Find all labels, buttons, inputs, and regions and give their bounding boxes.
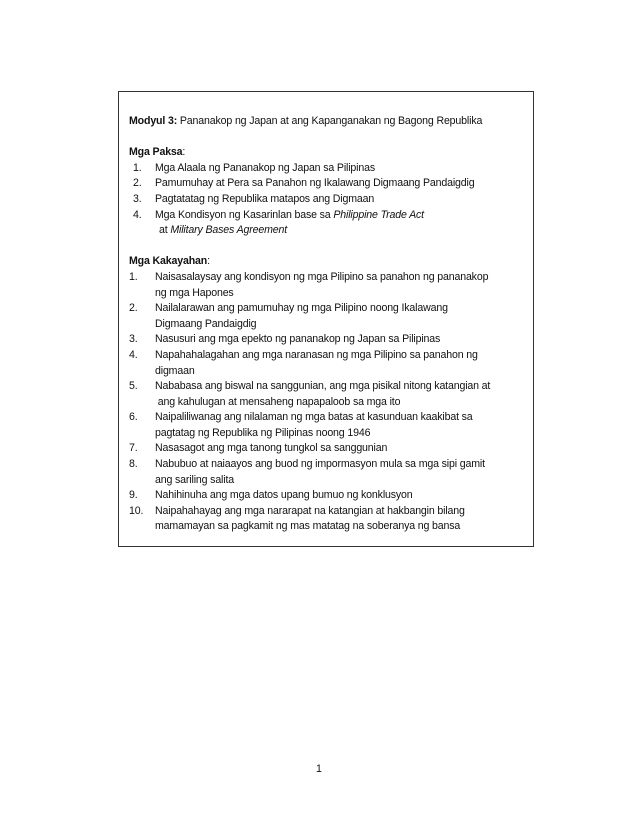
competency-line: Naipahahayag ang mga nararapat na katangian at hakbangin bilang [155, 504, 465, 517]
topic-continuation [155, 223, 287, 239]
competency-number: 3. [129, 333, 138, 346]
topics-heading-colon: : [182, 146, 186, 159]
module-title [129, 114, 523, 130]
competency-line: mamamayan sa pagkamit ng mas matatag na soberanya ng bansa [155, 520, 461, 533]
topic-number: 2. [133, 177, 142, 190]
topic-number: 1. [133, 161, 142, 174]
topic-number: 3. [133, 192, 142, 205]
competency-item [129, 410, 523, 441]
topics-heading [129, 145, 523, 161]
topic-item [129, 208, 523, 239]
topics-list [129, 161, 523, 239]
competency-line: Naipaliliwanag ang nilalaman ng mga batas at kasunduan kaakibat sa [155, 411, 473, 424]
competency-line: pagtatag ng Republika ng Pilipinas noong 1946 [155, 426, 371, 439]
competencies-heading-colon: : [207, 255, 210, 268]
topic-item [129, 192, 523, 208]
competency-item [129, 488, 523, 504]
competency-number: 10. [129, 504, 144, 517]
competency-line: Nasasagot ang mga tanong tungkol sa sanggunian [155, 442, 388, 455]
competency-item [129, 332, 523, 348]
competency-line: Nababasa ang biswal na sanggunian, ang mga pisikal nitong katangian at [155, 380, 491, 393]
module-title-text: Pananakop ng Japan at ang Kapanganakan ng Bagong Republika [179, 115, 483, 127]
competency-number: 6. [129, 411, 138, 424]
topic-italic-text: Philippine Trade Act [333, 208, 424, 221]
spacer [129, 239, 523, 255]
competency-item [129, 457, 523, 488]
competency-line: Nailalarawan ang pamumuhay ng mga Pilipino noong Ikalawang [155, 302, 448, 315]
topic-text: Mga Alaala ng Pananakop ng Japan sa Pilipinas [155, 161, 376, 174]
page-number: 1 [316, 763, 322, 775]
competency-item [129, 270, 523, 301]
competency-line: Digmaang Pandaigdig [155, 317, 257, 330]
competency-number: 4. [129, 348, 138, 361]
competency-line: Naisasalaysay ang kondisyon ng mga Pilipino sa panahon ng pananakop [155, 270, 489, 283]
competency-line: digmaan [155, 364, 195, 377]
module-label: Modyul 3: [129, 115, 178, 127]
competency-item [129, 379, 523, 410]
competency-item [129, 301, 523, 332]
topics-heading-text: Mga Paksa [129, 146, 183, 159]
competencies-list [129, 270, 523, 535]
topic-text: Pagtatatag ng Republika matapos ang Digmaan [155, 192, 375, 205]
competency-number: 5. [129, 380, 138, 393]
topic-item [129, 176, 523, 192]
competency-line: ang kahulugan at mensaheng napapaloob sa mga ito [155, 395, 401, 408]
competency-line: Nasusuri ang mga epekto ng pananakop ng Japan sa Pilipinas [155, 333, 441, 346]
topic-italic-text: Military Bases Agreement [170, 224, 288, 237]
topic-text: Pamumuhay at Pera sa Panahon ng Ikalawang Digmaang Pandaigdig [155, 177, 475, 190]
competency-line: Nabubuo at naiaayos ang buod ng impormasyon mula sa mga sipi gamit [155, 458, 485, 471]
competency-line: ang sariling salita [155, 473, 235, 486]
competency-number: 8. [129, 458, 138, 471]
competency-item [129, 504, 523, 535]
competencies-heading [129, 254, 523, 270]
competency-number: 9. [129, 489, 138, 502]
competency-number: 7. [129, 442, 138, 455]
topic-cont-prefix: at [159, 224, 171, 237]
competency-line: Napahahalagahan ang mga naranasan ng mga Pilipino sa panahon ng [155, 348, 478, 361]
competency-number: 1. [129, 270, 138, 283]
competency-line: Nahihinuha ang mga datos upang bumuo ng konklusyon [155, 489, 413, 502]
topic-number: 4. [133, 208, 142, 221]
competency-item [129, 441, 523, 457]
module-summary-box [118, 91, 534, 547]
competencies-heading-text: Mga Kakayahan [129, 255, 208, 268]
topic-text: Mga Kondisyon ng Kasarinlan base sa [155, 208, 334, 221]
competency-number: 2. [129, 302, 138, 315]
topic-item [129, 161, 523, 177]
competency-line: ng mga Hapones [155, 286, 234, 299]
competency-item [129, 348, 523, 379]
